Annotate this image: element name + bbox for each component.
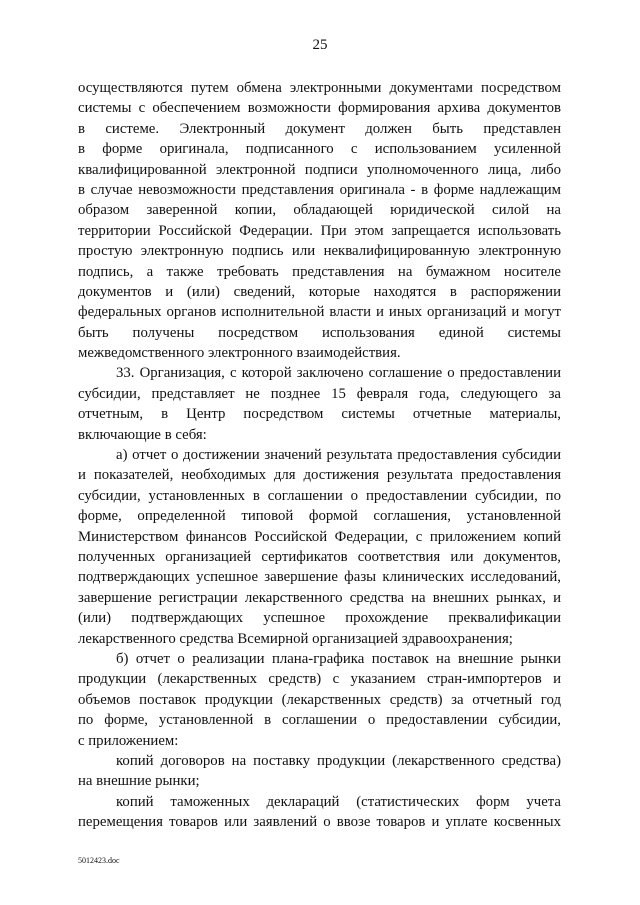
text-line: (или) подтверждающих успешное прохождение преквалификации xyxy=(78,610,561,627)
text-line: включающие в себя: xyxy=(78,426,207,443)
text-line: подтверждающих успешное завершение фазы клинических исследований, xyxy=(78,569,561,586)
text-line: перемещения товаров или заявлений о ввозе товаров и уплате косвенных xyxy=(78,814,561,831)
text-line: б) отчет о реализации плана-графика поставок на внешние рынки xyxy=(116,650,561,667)
text-line: и показателей, необходимых для достижения результата предоставления xyxy=(78,467,561,484)
text-line: 33. Организация, с которой заключено соглашение о предоставлении xyxy=(116,365,561,382)
page-number: 25 xyxy=(312,37,328,53)
text-line: простую электронную подпись или неквалифицированную электронную xyxy=(78,243,561,260)
text-line: подпись, а также требовать представления на бумажном носителе xyxy=(78,263,561,280)
text-line: отчетным, в Центр посредством системы отчетные материалы, xyxy=(78,406,561,423)
text-line: образом заверенной копии, обладающей юридической силой на xyxy=(78,202,561,219)
text-line: межведомственного электронного взаимодействия. xyxy=(78,345,401,362)
text-line: лекарственного средства Всемирной организацией здравоохранения; xyxy=(78,630,513,647)
text-line: завершение регистрации лекарственного средства на внешних рынках, и xyxy=(78,589,561,606)
text-line: осуществляются путем обмена электронными документами посредством xyxy=(78,80,561,96)
text-line: в форме оригинала, подписанного с использованием усиленной xyxy=(78,141,561,158)
text-line: с приложением: xyxy=(78,732,179,749)
text-line: по форме, установленной в соглашении о предоставлении субсидии, xyxy=(78,712,561,729)
text-line: в системе. Электронный документ должен быть представлен xyxy=(78,120,561,137)
text-line: федеральных органов исполнительной власти и иных организаций и могут xyxy=(78,304,561,321)
text-line: а) отчет о достижении значений результата предоставления субсидии xyxy=(116,447,561,464)
text-line: полученных организацией сертификатов соответствия или документов, xyxy=(78,548,561,565)
text-line: квалифицированной электронной подписи уполномоченного лица, либо xyxy=(78,161,561,178)
text-line: на внешние рынки; xyxy=(78,773,200,790)
text-line: субсидии, установленных в соглашении о предоставлении субсидии, по xyxy=(78,487,561,504)
text-line: продукции (лекарственных средств) с указанием стран-импортеров и xyxy=(78,671,561,688)
text-line: копий договоров на поставку продукции (лекарственного средства) xyxy=(116,752,561,769)
document-body xyxy=(78,78,561,832)
text-line: Министерством финансов Российской Федерации, с приложением копий xyxy=(78,528,561,545)
text-line: документов и (или) сведений, которые находятся в распоряжении xyxy=(78,283,561,300)
document-file-code: 5012423.doc xyxy=(78,856,120,865)
text-line: объемов поставок продукции (лекарственных средств) за отчетный год xyxy=(78,691,561,708)
text-line: территории Российской Федерации. При этом запрещается использовать xyxy=(78,222,561,239)
text-line: системы с обеспечением возможности формирования архива документов xyxy=(78,100,561,117)
text-line: быть получены посредством использования единой системы xyxy=(78,324,561,341)
text-line: копий таможенных деклараций (статистических форм учета xyxy=(116,793,561,810)
text-line: субсидии, представляет не позднее 15 февраля года, следующего за xyxy=(78,385,561,402)
text-line: в случае невозможности представления оригинала - в форме надлежащим xyxy=(78,181,561,198)
text-line: форме, определенной типовой формой соглашения, установленной xyxy=(78,508,561,525)
